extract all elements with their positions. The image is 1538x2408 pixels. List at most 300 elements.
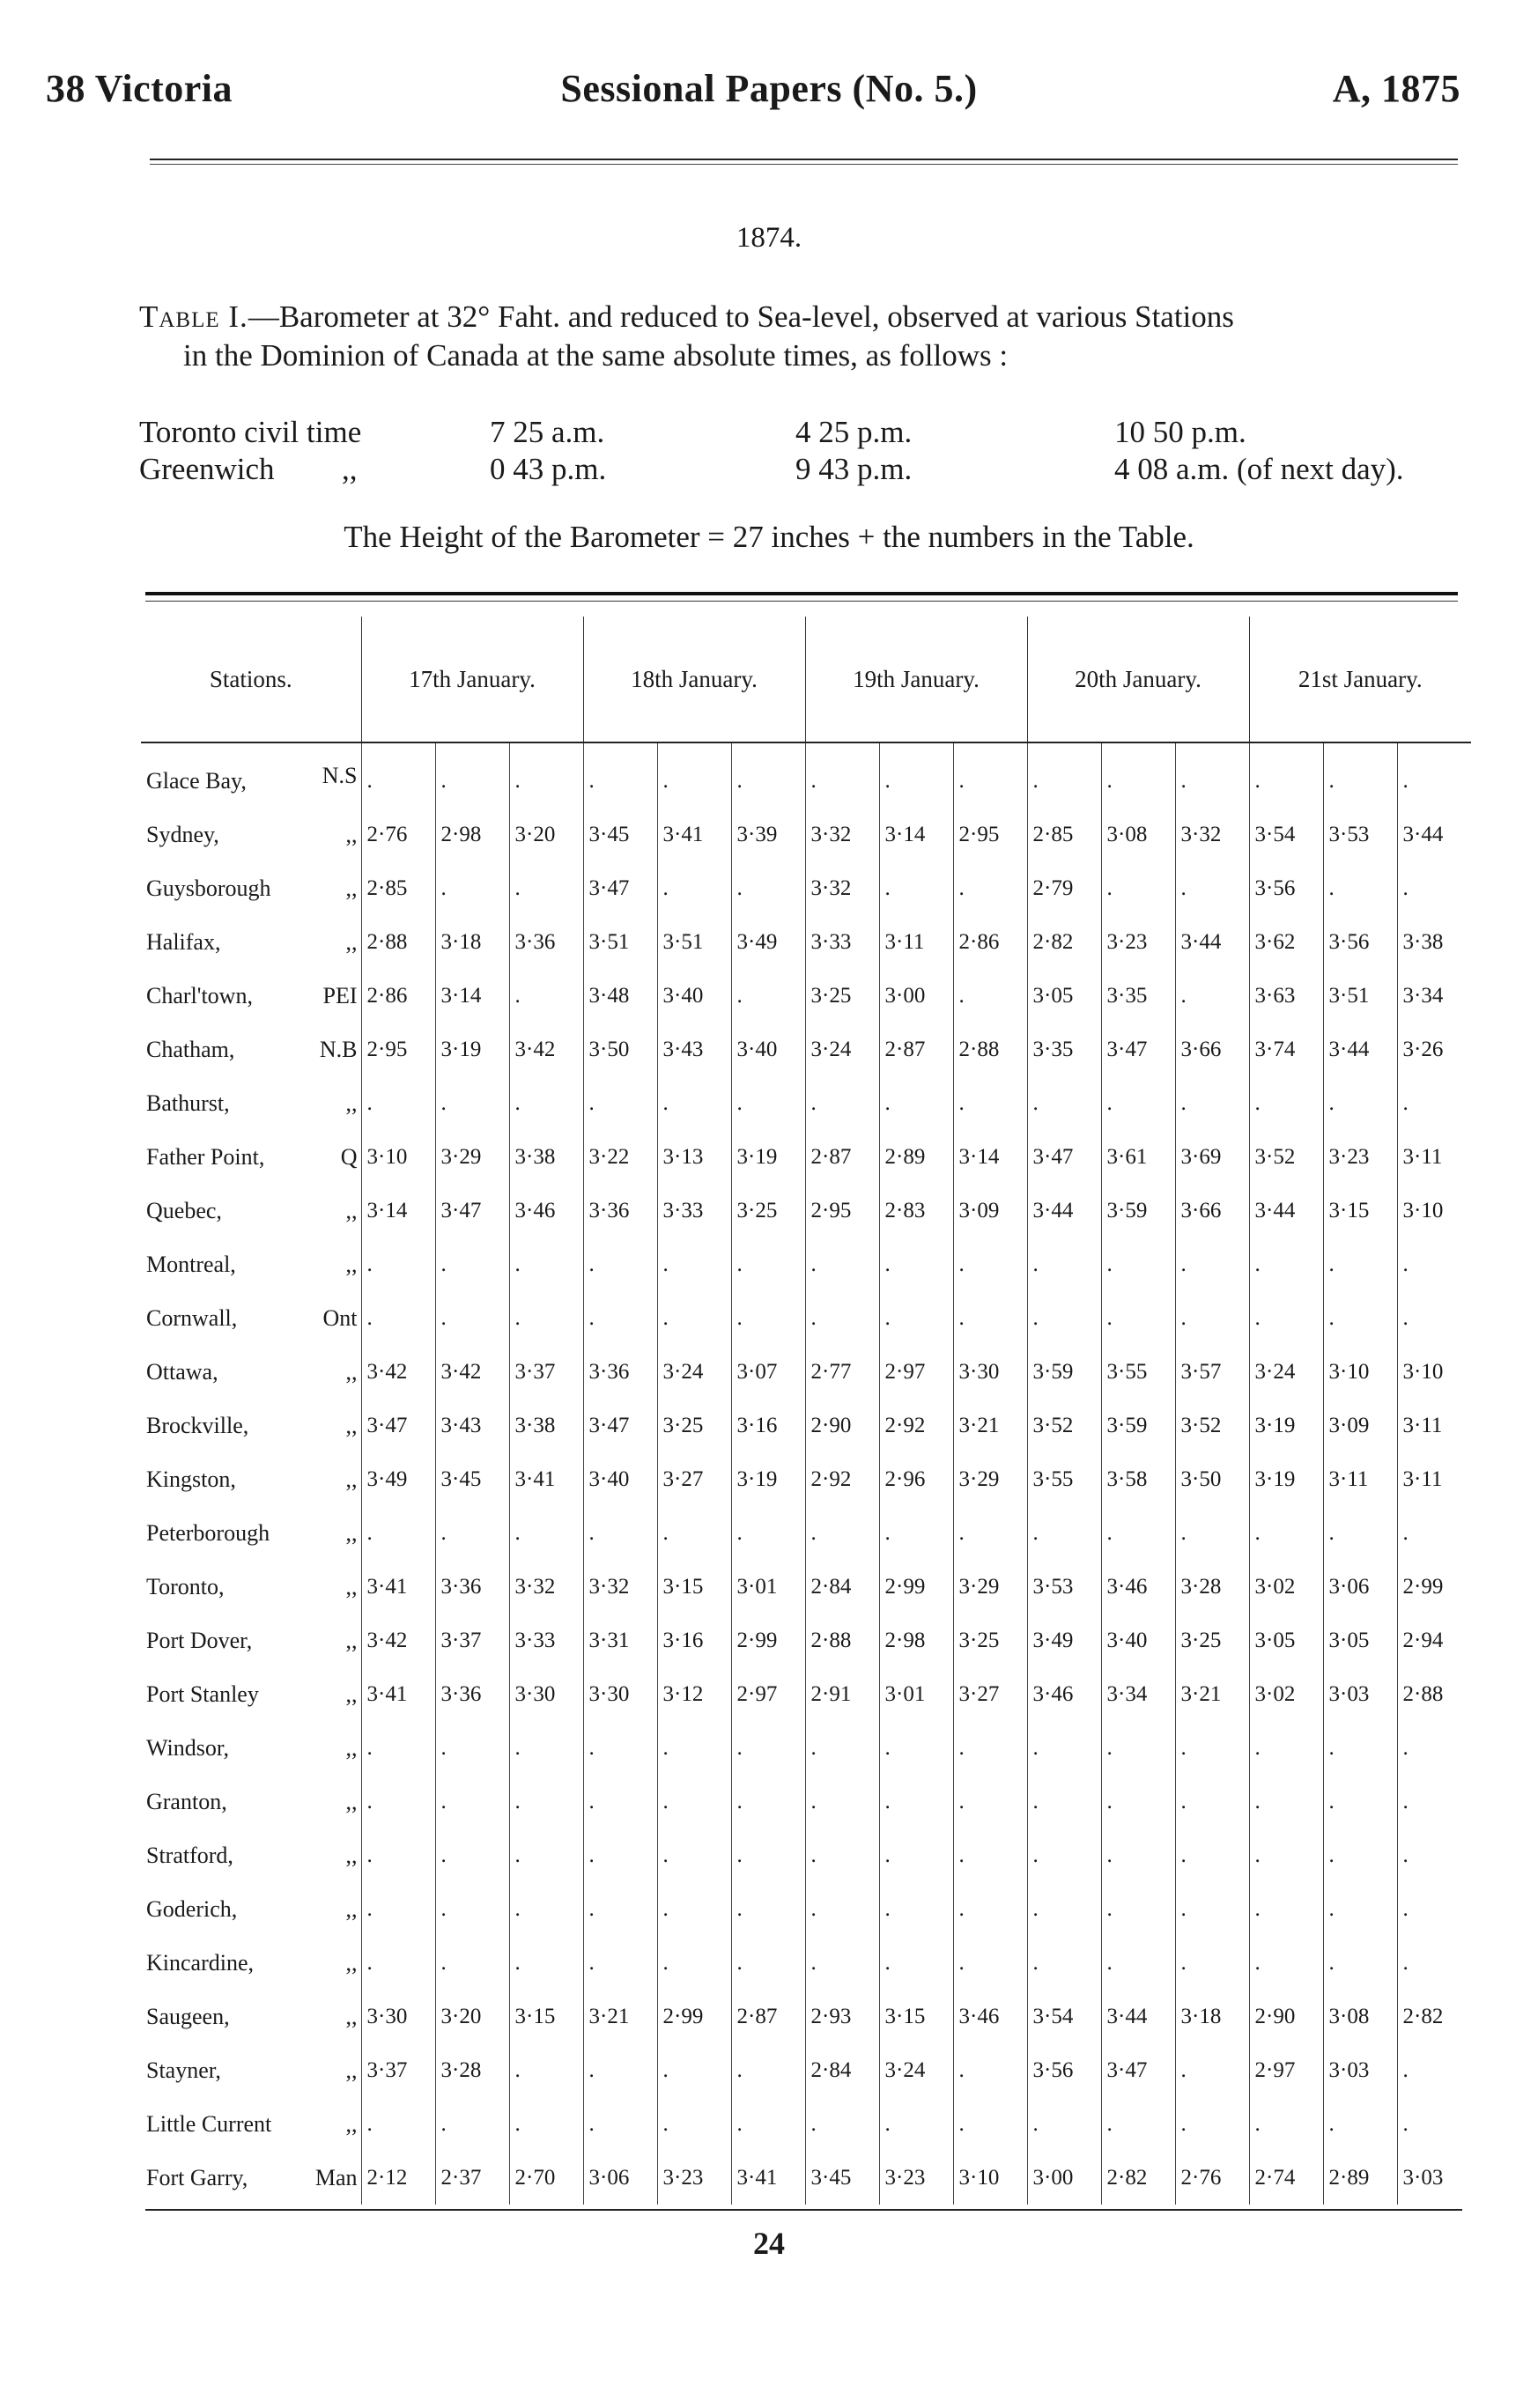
reading-cell: 3·26 [1397, 1023, 1471, 1076]
reading-cell: 3·53 [1027, 1560, 1101, 1614]
station-province: ,, [345, 1251, 358, 1277]
reading-cell: 3·55 [1027, 1452, 1101, 1506]
reading-cell: . [1027, 1828, 1101, 1882]
reading-cell: 3·47 [435, 1184, 509, 1237]
reading-cell: . [1249, 1936, 1323, 1990]
reading-cell: 3·47 [1101, 2043, 1175, 2097]
reading-cell: . [435, 1237, 509, 1291]
reading-cell: 3·40 [657, 969, 731, 1023]
station-name: Little Current [146, 2110, 272, 2137]
reading-cell: 3·40 [731, 1023, 805, 1076]
height-note: The Height of the Barometer = 27 inches + the numbers in the Table. [344, 520, 1194, 554]
reading-cell: 3·19 [1249, 1399, 1323, 1452]
reading-cell: . [361, 742, 435, 808]
reading-cell: 3·10 [1397, 1345, 1471, 1399]
reading-cell: 3·56 [1027, 2043, 1101, 2097]
reading-cell: 3·03 [1397, 2151, 1471, 2205]
reading-cell: 3·42 [509, 1023, 583, 1076]
reading-cell: 3·38 [509, 1130, 583, 1184]
reading-cell: . [1249, 1828, 1323, 1882]
reading-cell: . [583, 1506, 657, 1560]
reading-cell: . [361, 1237, 435, 1291]
reading-cell: 3·25 [657, 1399, 731, 1452]
reading-cell: 3·24 [1249, 1345, 1323, 1399]
reading-cell: . [1101, 1882, 1175, 1936]
reading-cell: 3·32 [583, 1560, 657, 1614]
reading-cell: 3·07 [731, 1345, 805, 1399]
reading-cell: 3·50 [583, 1023, 657, 1076]
reading-cell: 2·97 [879, 1345, 953, 1399]
reading-cell: 2·87 [879, 1023, 953, 1076]
caption-line-1: —Barometer at 32° Faht. and reduced to Sea-level, observed at various Stations [248, 299, 1234, 334]
reading-cell: 3·00 [1027, 2151, 1101, 2205]
reading-cell: . [1101, 1721, 1175, 1775]
station-name: Father Point, [146, 1143, 265, 1170]
reading-cell: 3·66 [1175, 1023, 1249, 1076]
reading-cell: . [953, 861, 1027, 915]
table-row [141, 1237, 1471, 1291]
station-name: Kingston, [146, 1466, 236, 1492]
reading-cell: 3·15 [879, 1990, 953, 2043]
reading-cell: 2·84 [805, 2043, 879, 2097]
station-province: ,, [345, 1412, 358, 1438]
reading-cell: 2·82 [1397, 1990, 1471, 2043]
reading-cell: 3·27 [657, 1452, 731, 1506]
reading-cell: 3·24 [805, 1023, 879, 1076]
reading-cell: 3·23 [1323, 1130, 1397, 1184]
reading-cell: . [435, 1506, 509, 1560]
reading-cell: 3·30 [361, 1990, 435, 2043]
reading-cell: . [583, 1882, 657, 1936]
reading-cell: 2·37 [435, 2151, 509, 2205]
reading-cell: . [1397, 1936, 1471, 1990]
reading-cell: . [1323, 1882, 1397, 1936]
times-night: 10 50 p.m. [1114, 415, 1246, 449]
station-province: ,, [345, 1519, 358, 1546]
reading-cell: 3·25 [731, 1184, 805, 1237]
reading-cell: . [731, 1237, 805, 1291]
reading-cell: . [509, 1721, 583, 1775]
reading-cell: 3·37 [361, 2043, 435, 2097]
header-rule-thin [150, 164, 1458, 165]
reading-cell: 3·05 [1027, 969, 1101, 1023]
reading-cell: 3·25 [953, 1614, 1027, 1667]
reading-cell: 3·46 [1101, 1560, 1175, 1614]
reading-cell: 3·44 [1027, 1184, 1101, 1237]
reading-cell: . [509, 1775, 583, 1828]
reading-cell: 2·85 [361, 861, 435, 915]
station-cell [141, 808, 361, 861]
day-header: 17th January. [361, 617, 583, 742]
table-row [141, 1023, 1471, 1076]
reading-cell: 3·52 [1175, 1399, 1249, 1452]
reading-cell: . [879, 1506, 953, 1560]
reading-cell: 2·83 [879, 1184, 953, 1237]
reading-cell: 3·74 [1249, 1023, 1323, 1076]
table-row [141, 1721, 1471, 1775]
reading-cell: . [657, 1721, 731, 1775]
reading-cell: . [509, 1828, 583, 1882]
station-cell [141, 1345, 361, 1399]
reading-cell: 3·69 [1175, 1130, 1249, 1184]
reading-cell: . [1027, 742, 1101, 808]
reading-cell: . [879, 1237, 953, 1291]
station-cell [141, 1023, 361, 1076]
reading-cell: 3·45 [805, 2151, 879, 2205]
station-cell [141, 1184, 361, 1237]
reading-cell: 3·09 [1323, 1399, 1397, 1452]
reading-cell: 3·01 [879, 1667, 953, 1721]
reading-cell: . [879, 1076, 953, 1130]
reading-cell: 2·74 [1249, 2151, 1323, 2205]
times-night: 4 08 a.m. (of next day). [1114, 452, 1404, 486]
station-province: ,, [345, 1197, 358, 1223]
station-province: ,, [345, 2057, 358, 2083]
reading-cell: 3·33 [657, 1184, 731, 1237]
reading-cell: 2·93 [805, 1990, 879, 2043]
reading-cell: . [1323, 742, 1397, 808]
barometer-table-wrap [141, 617, 1471, 2205]
station-name: Ottawa, [146, 1358, 218, 1385]
reading-cell: 3·32 [805, 808, 879, 861]
table-top-rule [145, 592, 1458, 595]
reading-cell: 2·85 [1027, 808, 1101, 861]
reading-cell: 3·44 [1397, 808, 1471, 861]
station-cell [141, 1828, 361, 1882]
reading-cell: 3·55 [1101, 1345, 1175, 1399]
reading-cell: 3·08 [1323, 1990, 1397, 2043]
reading-cell: 3·06 [1323, 1560, 1397, 1614]
reading-cell: . [1323, 1775, 1397, 1828]
reading-cell: . [1175, 1936, 1249, 1990]
reading-cell: . [1249, 1506, 1323, 1560]
station-cell [141, 2097, 361, 2151]
reading-cell: . [509, 861, 583, 915]
reading-cell: 2·95 [953, 808, 1027, 861]
reading-cell: 2·90 [805, 1399, 879, 1452]
header-title: Sessional Papers (No. 5.) [560, 67, 978, 110]
reading-cell: 3·42 [361, 1345, 435, 1399]
reading-cell: 3·41 [509, 1452, 583, 1506]
reading-cell: 3·00 [879, 969, 953, 1023]
reading-cell: . [1323, 1237, 1397, 1291]
day-header: 18th January. [583, 617, 805, 742]
reading-cell: . [657, 2097, 731, 2151]
reading-cell: . [1397, 1882, 1471, 1936]
reading-cell: . [953, 1936, 1027, 1990]
reading-cell: . [731, 1291, 805, 1345]
station-name: Glace Bay, [146, 767, 247, 794]
reading-cell: 3·44 [1249, 1184, 1323, 1237]
reading-cell: 3·52 [1027, 1399, 1101, 1452]
reading-cell: 2·76 [361, 808, 435, 861]
reading-cell: . [1175, 1237, 1249, 1291]
reading-cell: . [953, 1882, 1027, 1936]
station-name: Chatham, [146, 1036, 235, 1062]
table-row [141, 2043, 1471, 2097]
reading-cell: 2·82 [1101, 2151, 1175, 2205]
reading-cell: . [1249, 1721, 1323, 1775]
reading-cell: . [805, 1828, 879, 1882]
reading-cell: . [435, 1291, 509, 1345]
reading-cell: 2·88 [361, 915, 435, 969]
header-year: A, 1875 [1332, 67, 1460, 110]
station-province: ,, [345, 2110, 358, 2137]
reading-cell: . [1249, 742, 1323, 808]
table-label: Table I. [139, 299, 248, 334]
reading-cell: 3·32 [509, 1560, 583, 1614]
station-province: ,, [345, 1680, 358, 1707]
station-name: Sydney, [146, 821, 219, 847]
reading-cell: 3·35 [1101, 969, 1175, 1023]
reading-cell: 3·53 [1323, 808, 1397, 861]
barometer-table [141, 617, 1471, 2205]
reading-cell: . [731, 1882, 805, 1936]
table-row [141, 1936, 1471, 1990]
reading-cell: 3·19 [731, 1452, 805, 1506]
reading-cell: . [657, 1828, 731, 1882]
reading-cell: 3·36 [435, 1560, 509, 1614]
reading-cell: 3·08 [1101, 808, 1175, 861]
station-cell [141, 1130, 361, 1184]
reading-cell: . [1027, 1775, 1101, 1828]
reading-cell: 3·35 [1027, 1023, 1101, 1076]
reading-cell: . [1027, 2097, 1101, 2151]
reading-cell: 3·12 [657, 1667, 731, 1721]
reading-cell: 2·92 [805, 1452, 879, 1506]
reading-cell: . [435, 1882, 509, 1936]
table-row [141, 1560, 1471, 1614]
station-province: ,, [345, 821, 358, 847]
reading-cell: . [1397, 861, 1471, 915]
reading-cell: . [1323, 1291, 1397, 1345]
reading-cell: 3·41 [361, 1560, 435, 1614]
station-province: ,, [345, 1842, 358, 1868]
times-row-greenwich [139, 451, 1469, 488]
reading-cell: 3·63 [1249, 969, 1323, 1023]
reading-cell: 3·49 [1027, 1614, 1101, 1667]
reading-cell: . [1397, 1506, 1471, 1560]
station-province: ,, [345, 875, 358, 901]
reading-cell: . [583, 1237, 657, 1291]
station-name: Brockville, [146, 1412, 249, 1438]
reading-cell: 3·02 [1249, 1560, 1323, 1614]
table-row [141, 969, 1471, 1023]
station-name: Bathurst, [146, 1090, 230, 1116]
reading-cell: . [1027, 1936, 1101, 1990]
reading-cell: . [1249, 1076, 1323, 1130]
station-cell [141, 1775, 361, 1828]
reading-cell: 3·31 [583, 1614, 657, 1667]
table-row [141, 1828, 1471, 1882]
reading-cell: 3·34 [1101, 1667, 1175, 1721]
reading-cell: . [1397, 2043, 1471, 2097]
reading-cell: . [361, 1882, 435, 1936]
table-row [141, 1506, 1471, 1560]
reading-cell: 2·86 [361, 969, 435, 1023]
reading-cell: 2·84 [805, 1560, 879, 1614]
reading-cell: 3·27 [953, 1667, 1027, 1721]
station-cell [141, 2043, 361, 2097]
reading-cell: 3·49 [731, 915, 805, 969]
reading-cell: 3·19 [435, 1023, 509, 1076]
station-name: Charl'town, [146, 982, 253, 1008]
times-ditto: ,, [342, 452, 358, 486]
station-name: Port Dover, [146, 1627, 253, 1653]
reading-cell: . [1175, 1076, 1249, 1130]
station-name: Cornwall, [146, 1304, 238, 1331]
reading-cell: . [435, 742, 509, 808]
reading-cell: . [1175, 1721, 1249, 1775]
reading-cell: 3·33 [509, 1614, 583, 1667]
reading-cell: 3·36 [435, 1667, 509, 1721]
station-province: ,, [345, 1090, 358, 1116]
reading-cell: 3·11 [1323, 1452, 1397, 1506]
reading-cell: 3·46 [509, 1184, 583, 1237]
table-top-rule-thin [145, 601, 1458, 602]
station-province: N.S [322, 762, 358, 788]
reading-cell: . [509, 1237, 583, 1291]
reading-cell: 3·28 [1175, 1560, 1249, 1614]
reading-cell: 3·23 [1101, 915, 1175, 969]
reading-cell: 2·99 [657, 1990, 731, 2043]
reading-cell: 3·16 [657, 1614, 731, 1667]
table-row [141, 1614, 1471, 1667]
reading-cell: 2·77 [805, 1345, 879, 1399]
reading-cell: . [1101, 1506, 1175, 1560]
reading-cell: 3·05 [1323, 1614, 1397, 1667]
station-cell [141, 1614, 361, 1667]
reading-cell: 2·95 [361, 1023, 435, 1076]
reading-cell: 2·87 [731, 1990, 805, 2043]
reading-cell: . [1397, 742, 1471, 808]
reading-cell: . [657, 1775, 731, 1828]
reading-cell: 3·30 [509, 1667, 583, 1721]
reading-cell: 2·87 [805, 1130, 879, 1184]
reading-cell: . [1397, 2097, 1471, 2151]
reading-cell: 3·56 [1249, 861, 1323, 915]
reading-cell: 2·99 [879, 1560, 953, 1614]
reading-cell: 3·02 [1249, 1667, 1323, 1721]
stations-header: Stations. [141, 617, 361, 742]
reading-cell: . [509, 969, 583, 1023]
table-row [141, 1291, 1471, 1345]
station-province: ,, [345, 1627, 358, 1653]
reading-cell: . [1175, 1775, 1249, 1828]
reading-cell: . [1249, 1237, 1323, 1291]
reading-cell: 3·59 [1101, 1399, 1175, 1452]
reading-cell: 3·44 [1323, 1023, 1397, 1076]
day-header: 20th January. [1027, 617, 1249, 742]
reading-cell: 3·46 [953, 1990, 1027, 2043]
reading-cell: 3·11 [879, 915, 953, 969]
station-cell [141, 861, 361, 915]
reading-cell: . [805, 1721, 879, 1775]
reading-cell: . [1101, 1237, 1175, 1291]
reading-cell: 3·41 [657, 808, 731, 861]
reading-cell: . [879, 1721, 953, 1775]
reading-cell: . [731, 969, 805, 1023]
reading-cell: . [1397, 1721, 1471, 1775]
station-name: Windsor, [146, 1734, 229, 1761]
reading-cell: 2·92 [879, 1399, 953, 1452]
reading-cell: . [1175, 1828, 1249, 1882]
reading-cell: . [1101, 1775, 1175, 1828]
reading-cell: 3·24 [657, 1345, 731, 1399]
reading-cell: 3·14 [953, 1130, 1027, 1184]
reading-cell: 3·15 [1323, 1184, 1397, 1237]
station-cell [141, 969, 361, 1023]
reading-cell: 3·15 [509, 1990, 583, 2043]
station-cell [141, 1399, 361, 1452]
reading-cell: . [509, 1076, 583, 1130]
reading-cell: 3·14 [879, 808, 953, 861]
reading-cell: . [435, 1721, 509, 1775]
reading-cell: . [1249, 1882, 1323, 1936]
reading-cell: 2·86 [953, 915, 1027, 969]
reading-cell: . [805, 1237, 879, 1291]
reading-cell: . [879, 1828, 953, 1882]
reading-cell: . [583, 742, 657, 808]
station-name: Halifax, [146, 928, 221, 955]
table-row [141, 2097, 1471, 2151]
reading-cell: . [583, 1721, 657, 1775]
reading-cell: . [583, 1775, 657, 1828]
reading-cell: . [583, 1291, 657, 1345]
reading-cell: . [731, 2097, 805, 2151]
reading-cell: 2·89 [879, 1130, 953, 1184]
reading-cell: 2·98 [435, 808, 509, 861]
reading-cell: 3·29 [953, 1560, 1027, 1614]
reading-cell: 3·58 [1101, 1452, 1175, 1506]
reading-cell: . [953, 1721, 1027, 1775]
reading-cell: . [1175, 1882, 1249, 1936]
reading-cell: 3·10 [1323, 1345, 1397, 1399]
header-rule [150, 159, 1458, 160]
station-cell [141, 1291, 361, 1345]
reading-cell: . [1397, 1828, 1471, 1882]
reading-cell: . [1101, 861, 1175, 915]
station-cell [141, 1076, 361, 1130]
station-cell [141, 1936, 361, 1990]
reading-cell: . [879, 2097, 953, 2151]
reading-cell: 3·18 [1175, 1990, 1249, 2043]
reading-cell: . [657, 2043, 731, 2097]
reading-cell: . [435, 1936, 509, 1990]
times-label: Toronto civil time [139, 415, 362, 449]
times-morning: 7 25 a.m. [490, 415, 605, 449]
reading-cell: 2·97 [1249, 2043, 1323, 2097]
reading-cell: . [509, 1506, 583, 1560]
reading-cell: 3·16 [731, 1399, 805, 1452]
reading-cell: . [1175, 861, 1249, 915]
reading-cell: . [879, 1291, 953, 1345]
station-province: Man [314, 2164, 358, 2190]
reading-cell: 3·47 [583, 1399, 657, 1452]
station-cell [141, 2151, 361, 2205]
reading-cell: 3·01 [731, 1560, 805, 1614]
reading-cell: . [361, 2097, 435, 2151]
reading-cell: 3·45 [435, 1452, 509, 1506]
reading-cell: . [953, 1076, 1027, 1130]
reading-cell: . [657, 1506, 731, 1560]
station-cell [141, 1452, 361, 1506]
table-row [141, 2151, 1471, 2205]
reading-cell: 3·33 [805, 915, 879, 969]
reading-cell: 3·61 [1101, 1130, 1175, 1184]
reading-cell: 3·10 [361, 1130, 435, 1184]
station-province: PEI [322, 982, 358, 1008]
